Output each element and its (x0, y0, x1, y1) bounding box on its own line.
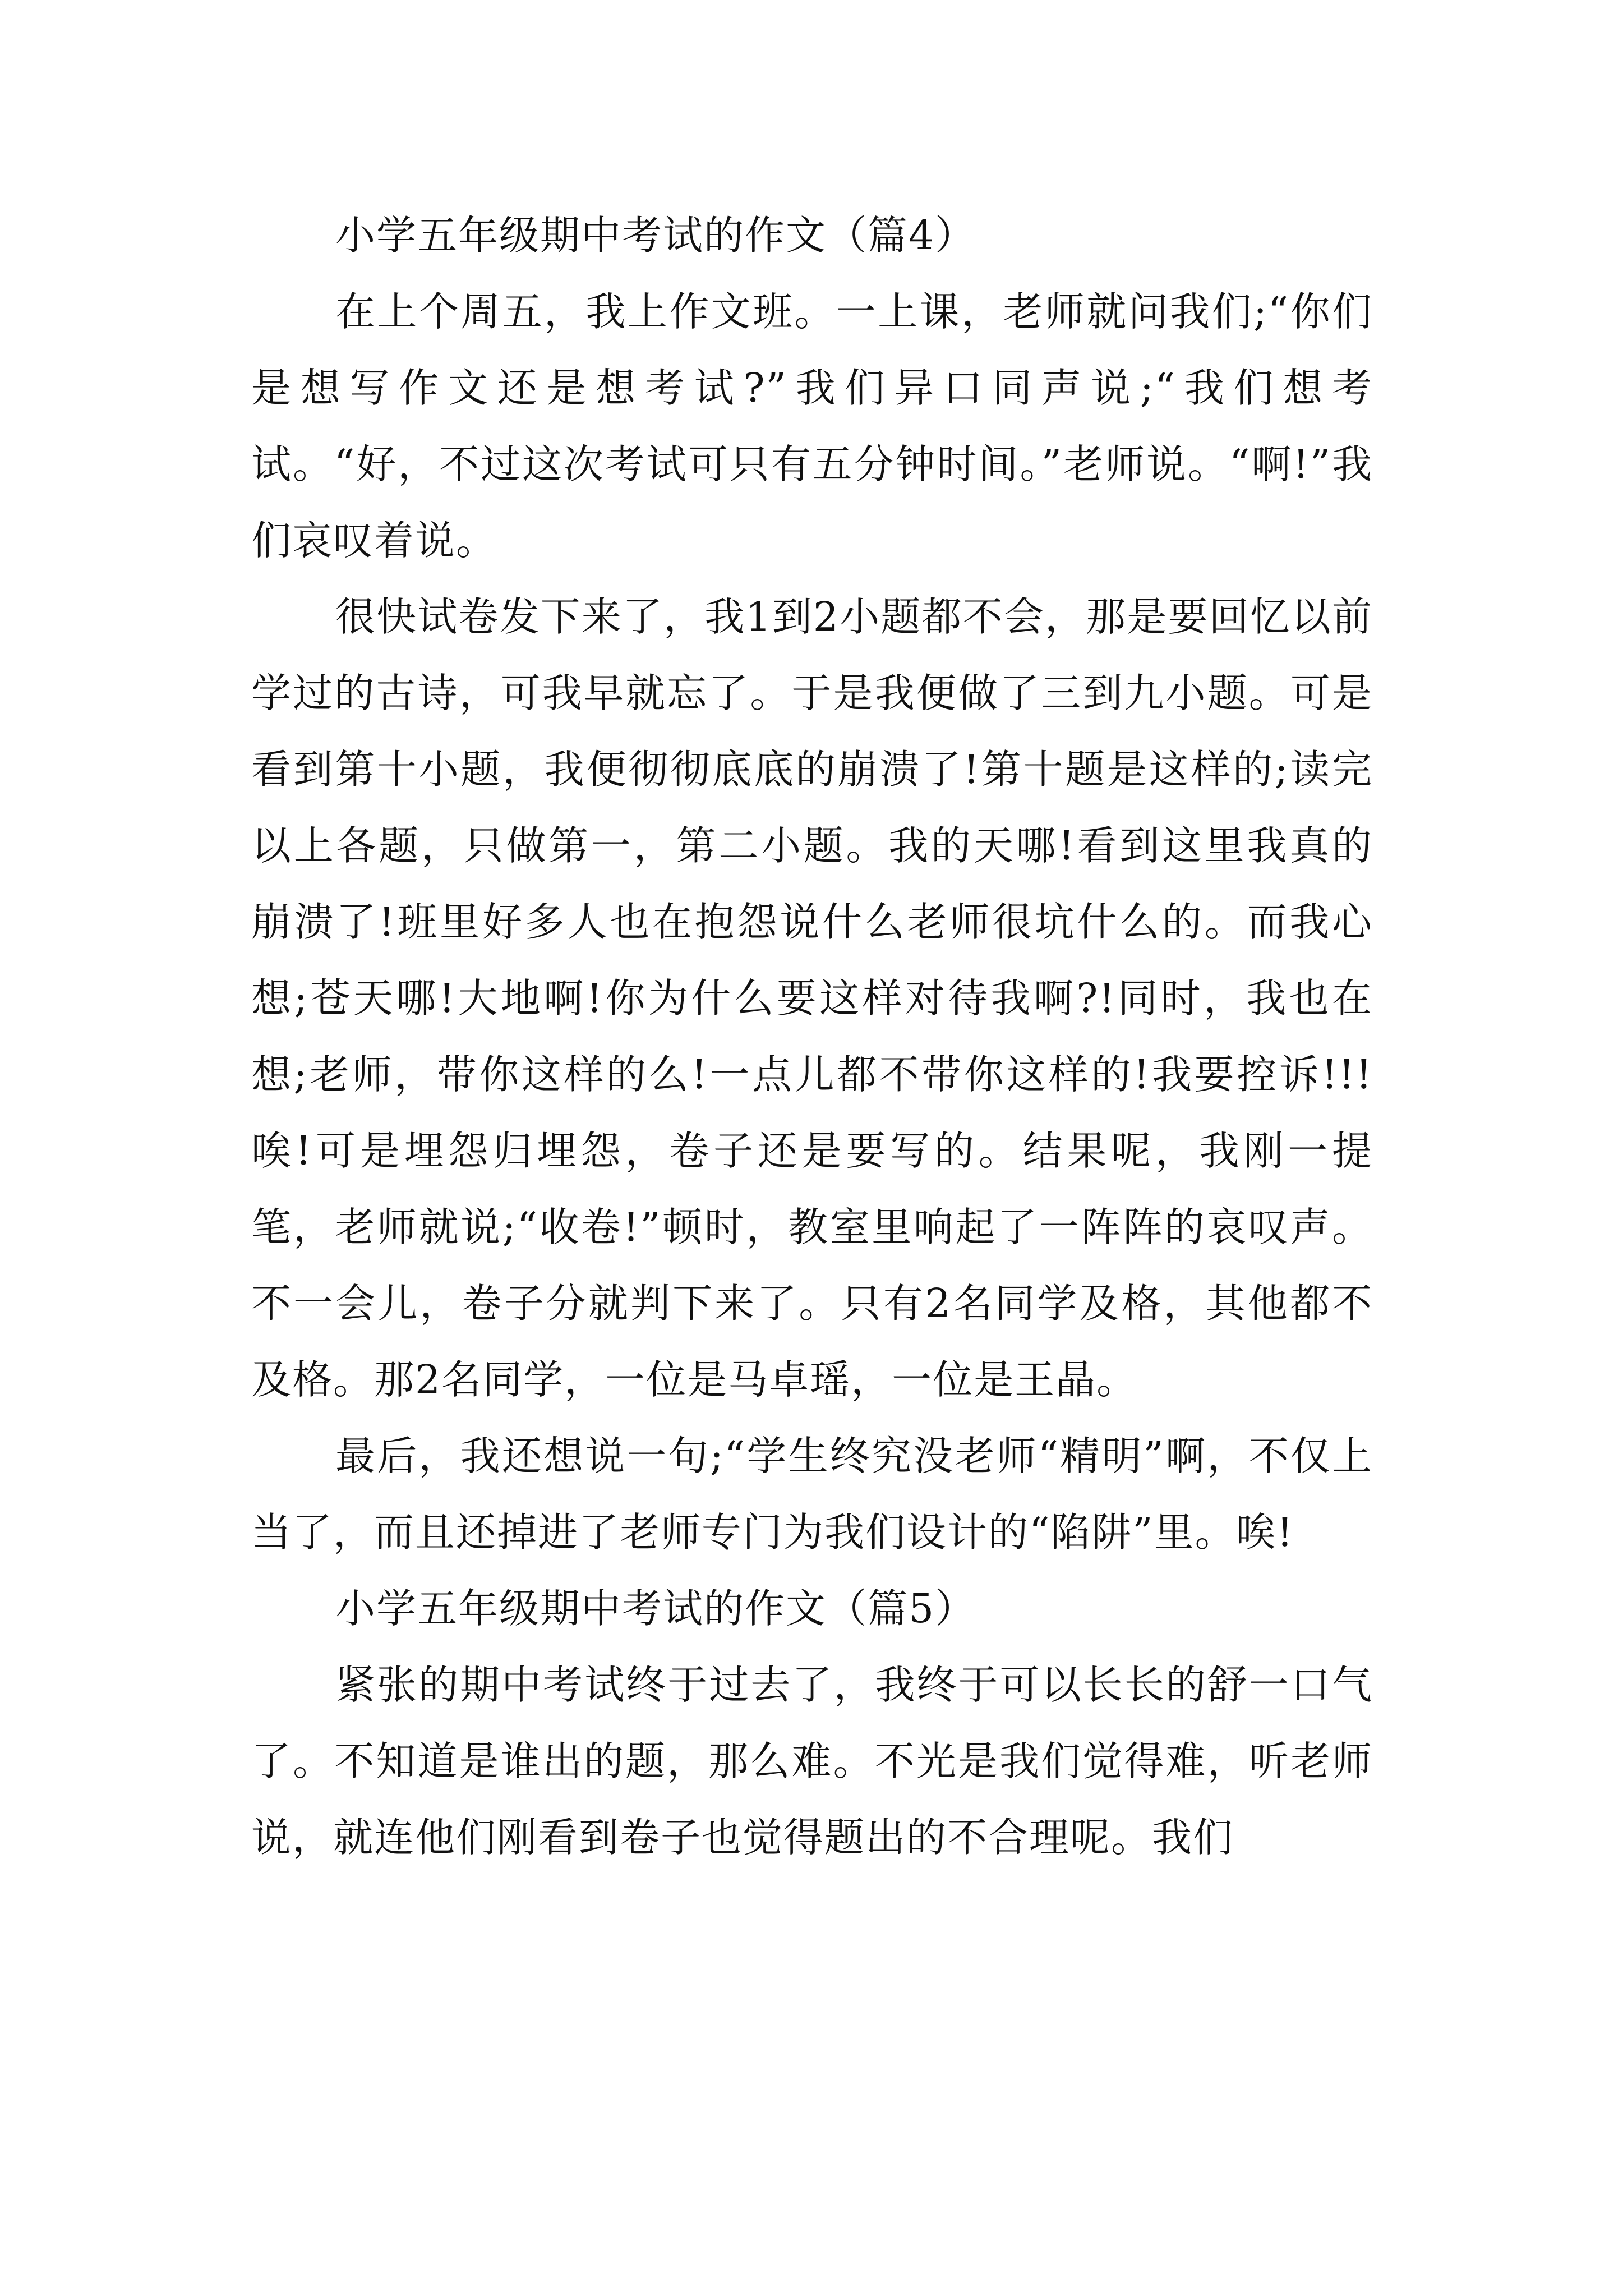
paragraph: 紧张的期中考试终于过去了，我终于可以长长的舒一口气了。不知道是谁出的题，那么难。不光是我们觉得难，听老师说，就连他们刚看到卷子也觉得题出的不合理呢。我们 (251, 1662, 1373, 1861)
paragraph: 在上个周五，我上作文班。一上课，老师就问我们;“你们是想写作文还是想考试?”我们异口同声说;“我们想考试。“好，不过这次考试可只有五分钟时间。”老师说。“啊!”我们哀叹着说。 (251, 288, 1373, 564)
paragraph: 最后，我还想说一句;“学生终究没老师“精明”啊，不仅上当了，而且还掉进了老师专门为我们设计的“陷阱”里。唉! (251, 1433, 1373, 1556)
essay-title-5: 小学五年级期中考试的作文（篇5） (335, 1585, 976, 1632)
essay-title-4: 小学五年级期中考试的作文（篇4） (335, 212, 976, 259)
paragraph: 很快试卷发下来了，我1到2小题都不会，那是要回忆以前学过的古诗，可我早就忘了。于是我便做了三到九小题。可是看到第十小题，我便彻彻底底的崩溃了!第十题是这样的;读完以上各题，只做第一，第二小题。我的天哪!看到这里我真的崩溃了!班里好多人也在抱怨说什么老师很坑什么的。而我心想;苍天哪!大地啊!你为什么要这样对待我啊?!同时，我也在想;老师，带你这样的么!一点儿都不带你这样的!我要控诉!!!唉!可是埋怨归埋怨，卷子还是要写的。结果呢，我刚一提笔，老师就说;“收卷!”顿时，教室里响起了一阵阵的哀叹声。不一会儿，卷子分就判下来了。只有2名同学及格，其他都不及格。那2名同学，一位是马卓瑶，一位是王晶。 (251, 593, 1373, 1403)
document-body (251, 197, 1373, 1876)
